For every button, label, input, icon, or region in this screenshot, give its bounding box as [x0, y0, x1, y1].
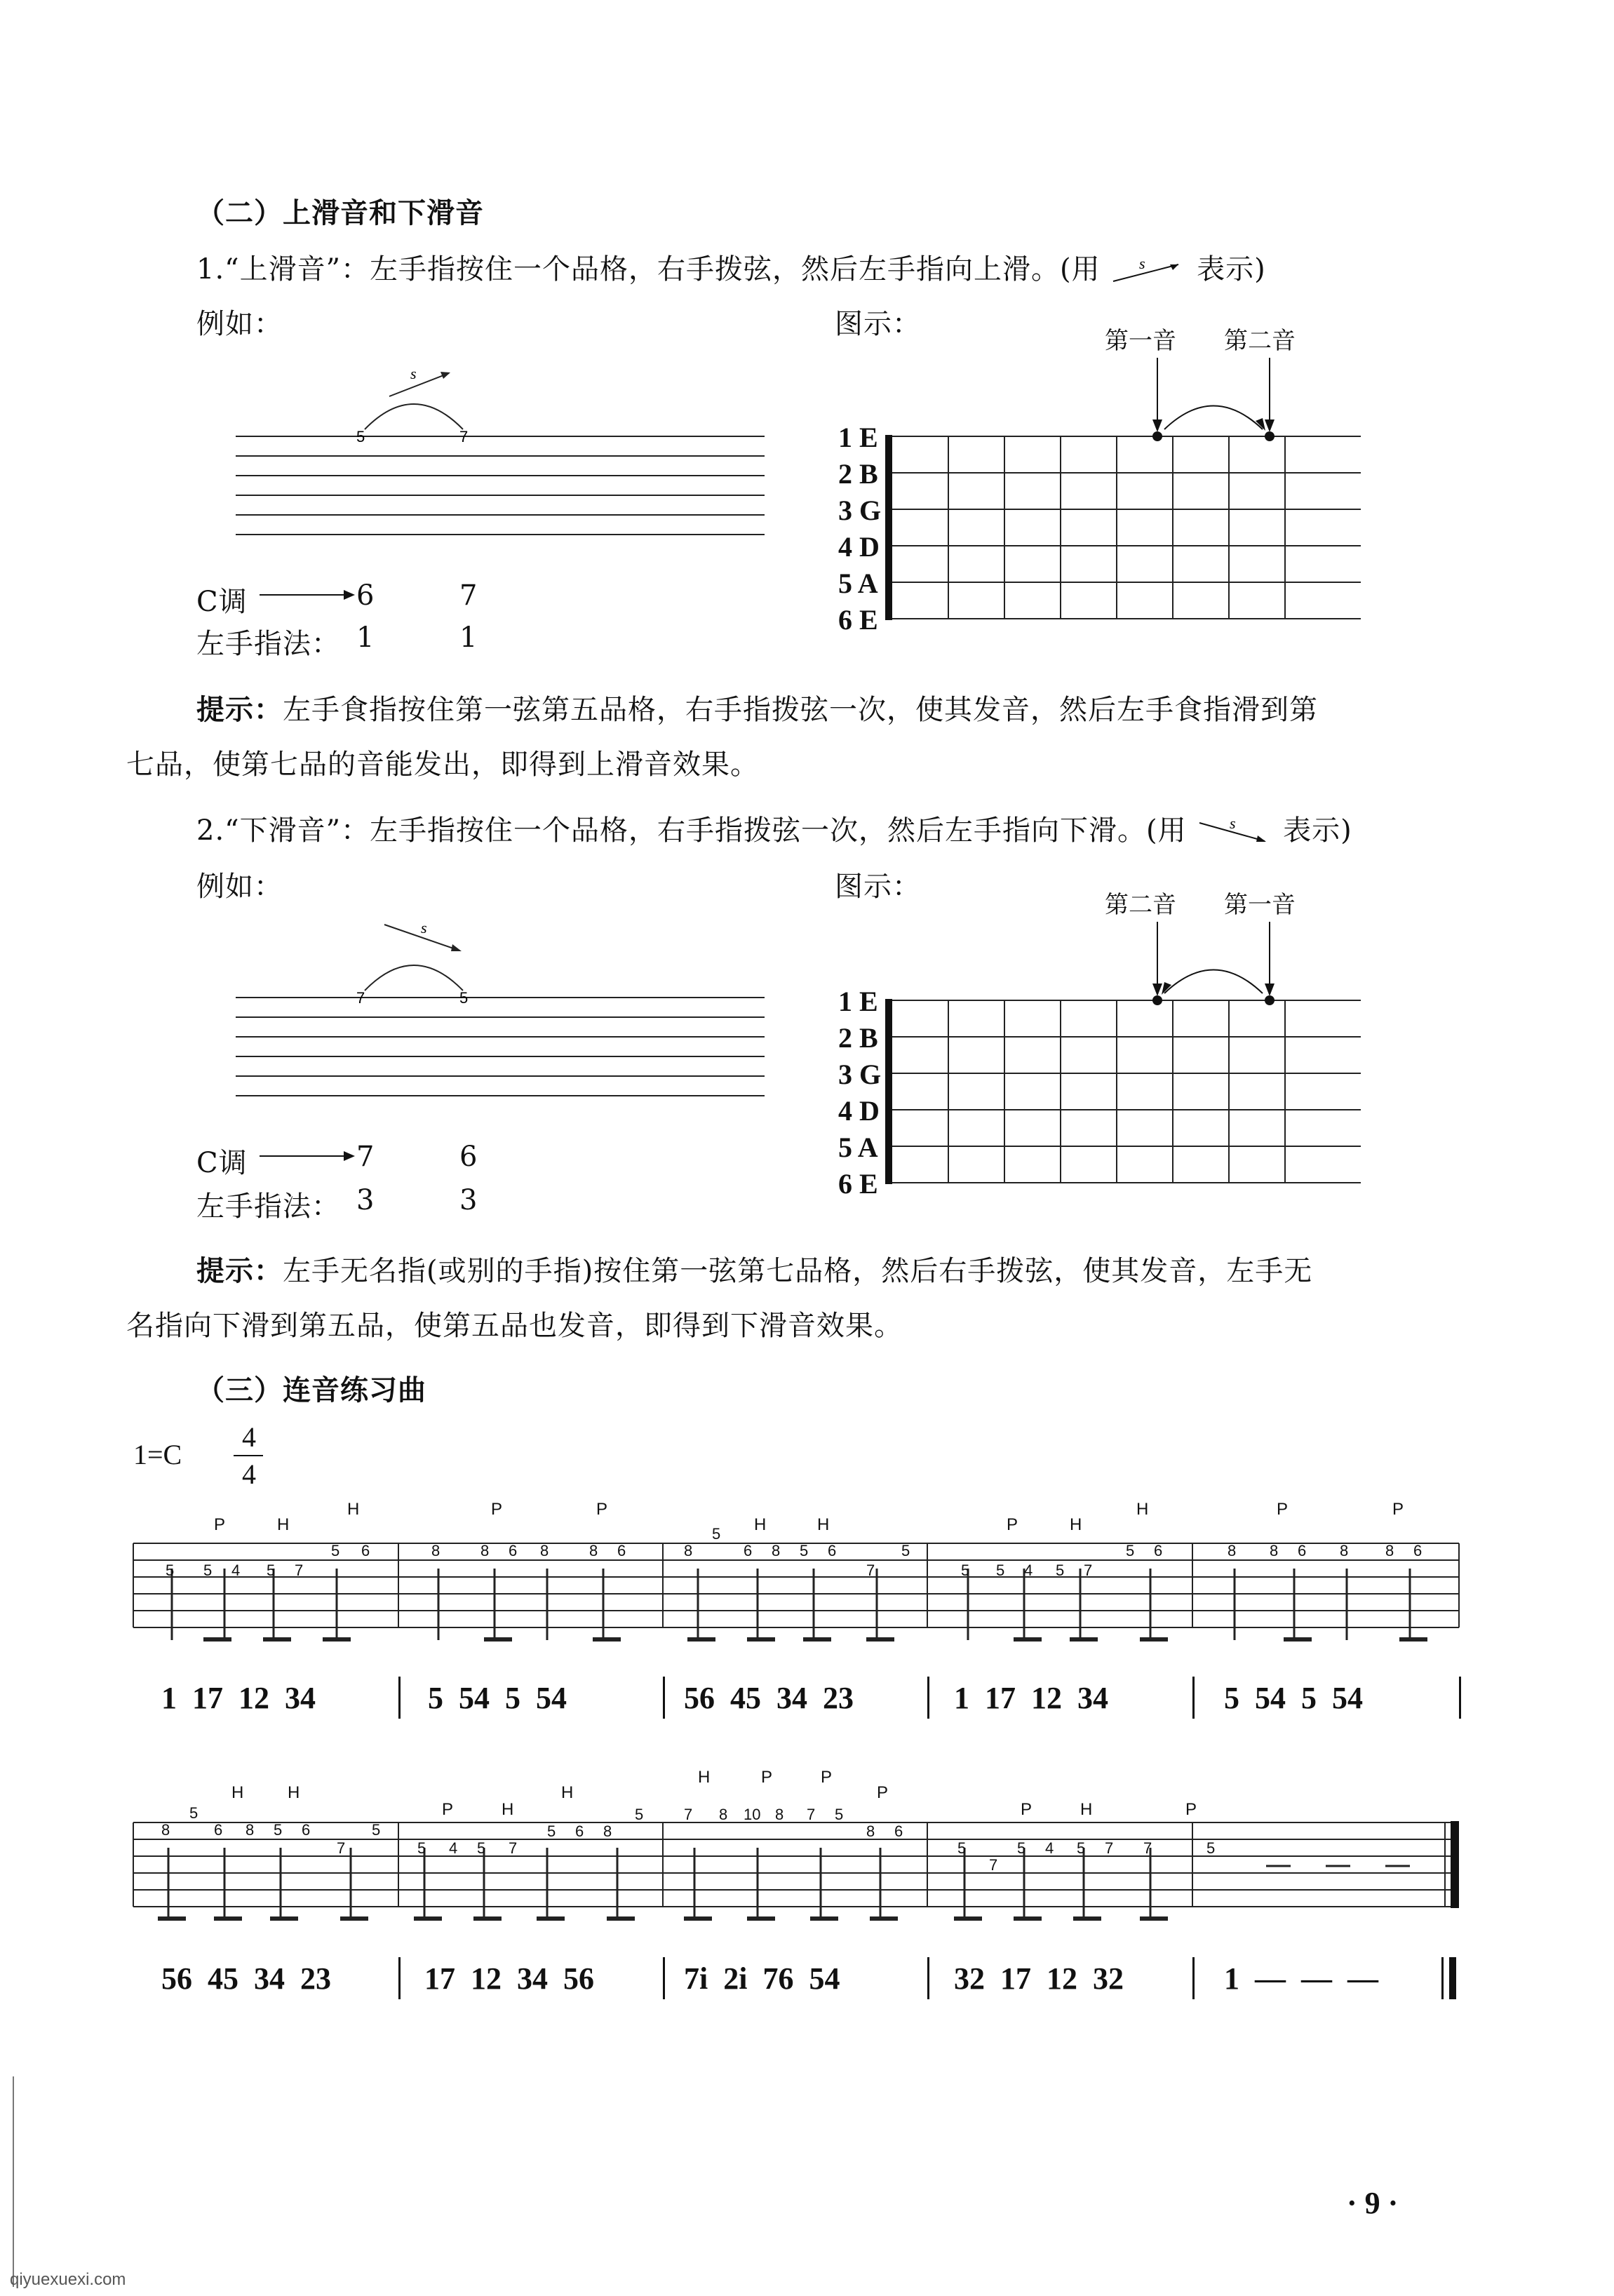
item2-key-label: C调 — [196, 1147, 248, 1179]
row2-m4-n3: 5 — [1017, 1839, 1026, 1857]
row1-m4-n3: 4 — [1024, 1562, 1033, 1579]
row2-m4-mark-3: P — [1185, 1800, 1197, 1819]
item2-second-note-label: 第二音 — [1105, 891, 1176, 919]
row1-m1-mark-3: H — [347, 1500, 360, 1519]
row2-m3-n7: 8 — [866, 1822, 875, 1840]
watermark: qiyuexuexi.com — [10, 2270, 126, 2289]
item2-text-after: 表示) — [1283, 814, 1352, 847]
row2-m4-n1: 5 — [957, 1839, 967, 1857]
row2-m4-n6: 7 — [1105, 1839, 1114, 1857]
row1-m4-n7: 6 — [1154, 1542, 1163, 1559]
item2-string-4-label: 4 D — [838, 1095, 880, 1127]
row2-m3-mark-3: P — [821, 1768, 833, 1787]
item1-example-label: 例如： — [196, 308, 283, 340]
row2-m1-n3: 6 — [214, 1821, 223, 1839]
row2-m2-n3: 5 — [477, 1839, 486, 1857]
row2-m1-n1: 8 — [161, 1821, 170, 1839]
row1-m4-n2: 5 — [996, 1562, 1005, 1579]
row1-m4-n5: 7 — [1084, 1562, 1093, 1579]
row2-m3-n1: 7 — [684, 1806, 693, 1823]
row2-m4-n8: 5 — [1206, 1839, 1216, 1857]
row2-m1-n5: 5 — [274, 1821, 283, 1839]
item2-fingering-label: 左手指法： — [196, 1190, 340, 1223]
item1-key-label: C调 — [196, 586, 248, 618]
row1-m4-mark-3: H — [1136, 1500, 1149, 1519]
item2-string-1-label: 1 E — [838, 986, 878, 1017]
row1-m1-n1: 5 — [166, 1562, 175, 1579]
row1-m2-n4: 8 — [540, 1542, 549, 1559]
row1-m2-n3: 6 — [509, 1542, 518, 1559]
row2-m2-n7: 8 — [603, 1822, 612, 1840]
row2-m4-mark-2: H — [1080, 1800, 1093, 1819]
item2-string-6-label: 6 E — [838, 1168, 878, 1200]
item2-slide-s: s — [421, 919, 427, 936]
item1-tab-note-1: 5 — [356, 428, 365, 445]
row2-m4-n5: 5 — [1077, 1839, 1086, 1857]
row2-m1-mark-1: H — [231, 1783, 244, 1802]
row2-m3-n5: 7 — [807, 1806, 816, 1823]
row1-m5-n3: 6 — [1298, 1542, 1307, 1559]
row1-m5-n6: 6 — [1413, 1542, 1423, 1559]
item1-slide-s: s — [410, 365, 417, 382]
row2-m3-n2: 8 — [719, 1806, 728, 1823]
item1-fingering-2: 1 — [459, 622, 478, 654]
slide-symbol-s: s — [1139, 257, 1146, 272]
row1-m1-n3: 4 — [231, 1562, 241, 1579]
item1-string-1-label: 1 E — [838, 422, 878, 453]
row2-barline-3 — [927, 1957, 929, 1999]
item1-fingering-label: 左手指法： — [196, 628, 340, 660]
item2-text: 2.“下滑音”：左手指按住一个品格，右手指拨弦一次，然后左手指向下滑。(用 — [196, 814, 1187, 847]
slide-symbol-s-2: s — [1230, 819, 1237, 832]
row1-m2-n2: 8 — [480, 1542, 490, 1559]
row1-m3-n2: 5 — [712, 1525, 721, 1543]
item1-diagram-label: 图示： — [835, 308, 921, 340]
item1-hint-label: 提示： — [196, 693, 283, 726]
row2-m2-n1: 5 — [417, 1839, 426, 1857]
row1-m4-mark-2: H — [1070, 1515, 1082, 1534]
row1-m2-n5: 8 — [589, 1542, 598, 1559]
row2-m1-n2: 5 — [189, 1804, 199, 1822]
row2-m2-n2: 4 — [449, 1839, 458, 1857]
item1-second-note-label: 第二音 — [1224, 327, 1296, 355]
item2-hint-line1: 左手无名指(或别的手指)按住第一弦第七品格，然后右手拨弦，使其发音，左手无 — [283, 1255, 1313, 1287]
item2-first-note-label: 第一音 — [1224, 891, 1296, 919]
item2-tab-note-2: 5 — [459, 989, 469, 1007]
row2-m2-n4: 7 — [509, 1839, 518, 1857]
row2-m1-mark-2: H — [288, 1783, 300, 1802]
row1-m3-n3: 6 — [744, 1542, 753, 1559]
row2-jianpu-m4: 32 17 12 32 — [954, 1961, 1124, 1996]
left-margin-line — [13, 2076, 14, 2287]
row2-jianpu-m1: 56 45 34 23 — [161, 1961, 331, 1996]
row2-m2-mark-2: H — [502, 1800, 514, 1819]
item2-fingering-2: 3 — [459, 1184, 478, 1216]
row2-jianpu-m5: 1 — — — — [1224, 1961, 1378, 1996]
row1-m5-n2: 8 — [1270, 1542, 1279, 1559]
row1-m5-n4: 8 — [1340, 1542, 1349, 1559]
row1-m5-mark-1: P — [1277, 1500, 1289, 1519]
row2-final-thin-bar — [1441, 1957, 1444, 1999]
item1-string-6-label: 6 E — [838, 604, 878, 636]
row2-m2-n5: 5 — [547, 1822, 556, 1840]
row1-m1-n6: 5 — [331, 1542, 340, 1559]
item2-tab-note-1: 7 — [356, 989, 365, 1007]
row1-m1-n5: 7 — [295, 1562, 304, 1579]
key-signature: 1=C — [133, 1439, 182, 1470]
item1-string-4-label: 4 D — [838, 531, 880, 563]
section3-heading: （三）连音练习曲 — [196, 1374, 426, 1407]
row2-m3-n8: 6 — [894, 1822, 903, 1840]
item2-string-3-label: 3 G — [838, 1059, 882, 1090]
time-signature-top: 4 — [242, 1421, 256, 1453]
item1-hint-line2: 七品，使第七品的音能发出，即得到上滑音效果。 — [126, 748, 759, 781]
row2-m1-n4: 8 — [246, 1821, 255, 1839]
row1-m3-n5: 5 — [800, 1542, 809, 1559]
row1-m2-mark-2: P — [596, 1500, 608, 1519]
item1-text-after: 表示) — [1197, 253, 1266, 286]
row2-m4-n4: 4 — [1045, 1839, 1054, 1857]
row2-jianpu-m2: 17 12 34 56 — [424, 1961, 594, 1996]
row2-m3-mark-1: H — [698, 1768, 711, 1787]
item1-hint-line1: 左手食指按住第一弦第五品格，右手指拨弦一次，使其发音，然后左手食指滑到第 — [283, 694, 1318, 726]
item1-pitch-2: 7 — [459, 579, 478, 612]
item2-string-5-label: 5 A — [838, 1132, 878, 1163]
row1-jianpu-m4: 1 17 12 34 — [954, 1681, 1108, 1715]
row1-m4-n6: 5 — [1126, 1542, 1135, 1559]
row1-m3-mark-1: H — [754, 1515, 767, 1534]
row1-m4-n4: 5 — [1056, 1562, 1065, 1579]
row1-m1-mark-1: P — [214, 1515, 226, 1534]
row1-m1-n4: 5 — [267, 1562, 276, 1579]
row2-m2-mark-3: H — [561, 1783, 574, 1802]
row1-m2-mark-1: P — [491, 1500, 503, 1519]
row1-jianpu-m3: 56 45 34 23 — [684, 1681, 854, 1715]
item2-string-2-label: 2 B — [838, 1022, 878, 1054]
row1-m1-n2: 5 — [203, 1562, 213, 1579]
row2-barline-2 — [663, 1957, 665, 1999]
item1-tab-note-2: 7 — [459, 428, 469, 445]
row2-m4-n7: 7 — [1143, 1839, 1152, 1857]
page-number: · 9 · — [1347, 2186, 1399, 2220]
row2-m2-mark-1: P — [442, 1800, 454, 1819]
row2-m4-mark-1: P — [1021, 1800, 1033, 1819]
row2-final-barline — [1451, 1821, 1459, 1908]
row1-m1-n7: 6 — [361, 1542, 370, 1559]
item1-fingering-1: 1 — [356, 622, 375, 654]
item2-fingering-1: 3 — [356, 1184, 375, 1216]
row2-m3-mark-4: P — [877, 1783, 889, 1802]
row2-m1-n6: 6 — [302, 1821, 311, 1839]
row1-jianpu-m1: 1 17 12 34 — [161, 1681, 316, 1715]
row1-m5-mark-2: P — [1392, 1500, 1404, 1519]
item1-string-3-label: 3 G — [838, 495, 882, 526]
row1-m3-n6: 6 — [828, 1542, 837, 1559]
row2-jianpu-m3: 7i 2i 76 54 — [684, 1961, 840, 1996]
item2-hint-line2: 名指向下滑到第五品，使第五品也发音，即得到下滑音效果。 — [126, 1310, 903, 1342]
item2-pitch-2: 6 — [459, 1141, 478, 1173]
item2-pitch-1: 7 — [356, 1141, 375, 1173]
row2-m2-n6: 6 — [575, 1822, 584, 1840]
item2-hint-label: 提示： — [196, 1254, 283, 1287]
row2-m3-n4: 8 — [775, 1806, 784, 1823]
row1-m3-n7: 7 — [866, 1562, 875, 1579]
row2-beams — [158, 1916, 1168, 1921]
row1-m3-n1: 8 — [684, 1542, 693, 1559]
item1-string-5-label: 5 A — [838, 568, 878, 599]
row2-final-thick-bar — [1449, 1957, 1456, 1999]
row1-m2-n1: 8 — [431, 1542, 441, 1559]
row1-m5-n1: 8 — [1228, 1542, 1237, 1559]
row1-jianpu-m2: 5 54 5 54 — [428, 1681, 567, 1715]
row1-m5-n5: 8 — [1385, 1542, 1394, 1559]
row2-m4-n2: 7 — [989, 1856, 998, 1874]
row2-m1-n8: 5 — [372, 1821, 381, 1839]
row2-stems — [168, 1848, 1150, 1919]
row2-m1-n7: 7 — [337, 1839, 346, 1857]
row2-m2-n8: 5 — [635, 1806, 644, 1823]
row2-m3-n6: 5 — [835, 1806, 844, 1823]
row1-jianpu-m5: 5 54 5 54 — [1224, 1681, 1363, 1715]
row2-m3-mark-2: P — [761, 1768, 773, 1787]
item2-example-label: 例如： — [196, 871, 283, 903]
item1-first-note-label: 第一音 — [1105, 327, 1176, 355]
row2-barline-4 — [1192, 1957, 1195, 1999]
row1-m4-n1: 5 — [961, 1562, 970, 1579]
item1-text: 1.“上滑音”：左手指按住一个品格，右手拨弦，然后左手指向上滑。(用 — [196, 253, 1101, 286]
row1-m3-mark-2: H — [817, 1515, 830, 1534]
item1-pitch-1: 6 — [356, 579, 375, 612]
row1-m4-mark-1: P — [1007, 1515, 1018, 1534]
row2-m3-n3: 10 — [744, 1806, 761, 1823]
row2-barline-1 — [398, 1957, 401, 1999]
time-signature-bottom: 4 — [242, 1458, 256, 1490]
item1-string-2-label: 2 B — [838, 458, 878, 490]
item2-diagram-label: 图示： — [835, 871, 921, 903]
section2-heading: （二）上滑音和下滑音 — [196, 196, 484, 229]
row1-m2-n6: 6 — [617, 1542, 626, 1559]
row1-m3-n4: 8 — [772, 1542, 781, 1559]
row1-m1-mark-2: H — [277, 1515, 290, 1534]
row1-m3-n8: 5 — [901, 1542, 910, 1559]
